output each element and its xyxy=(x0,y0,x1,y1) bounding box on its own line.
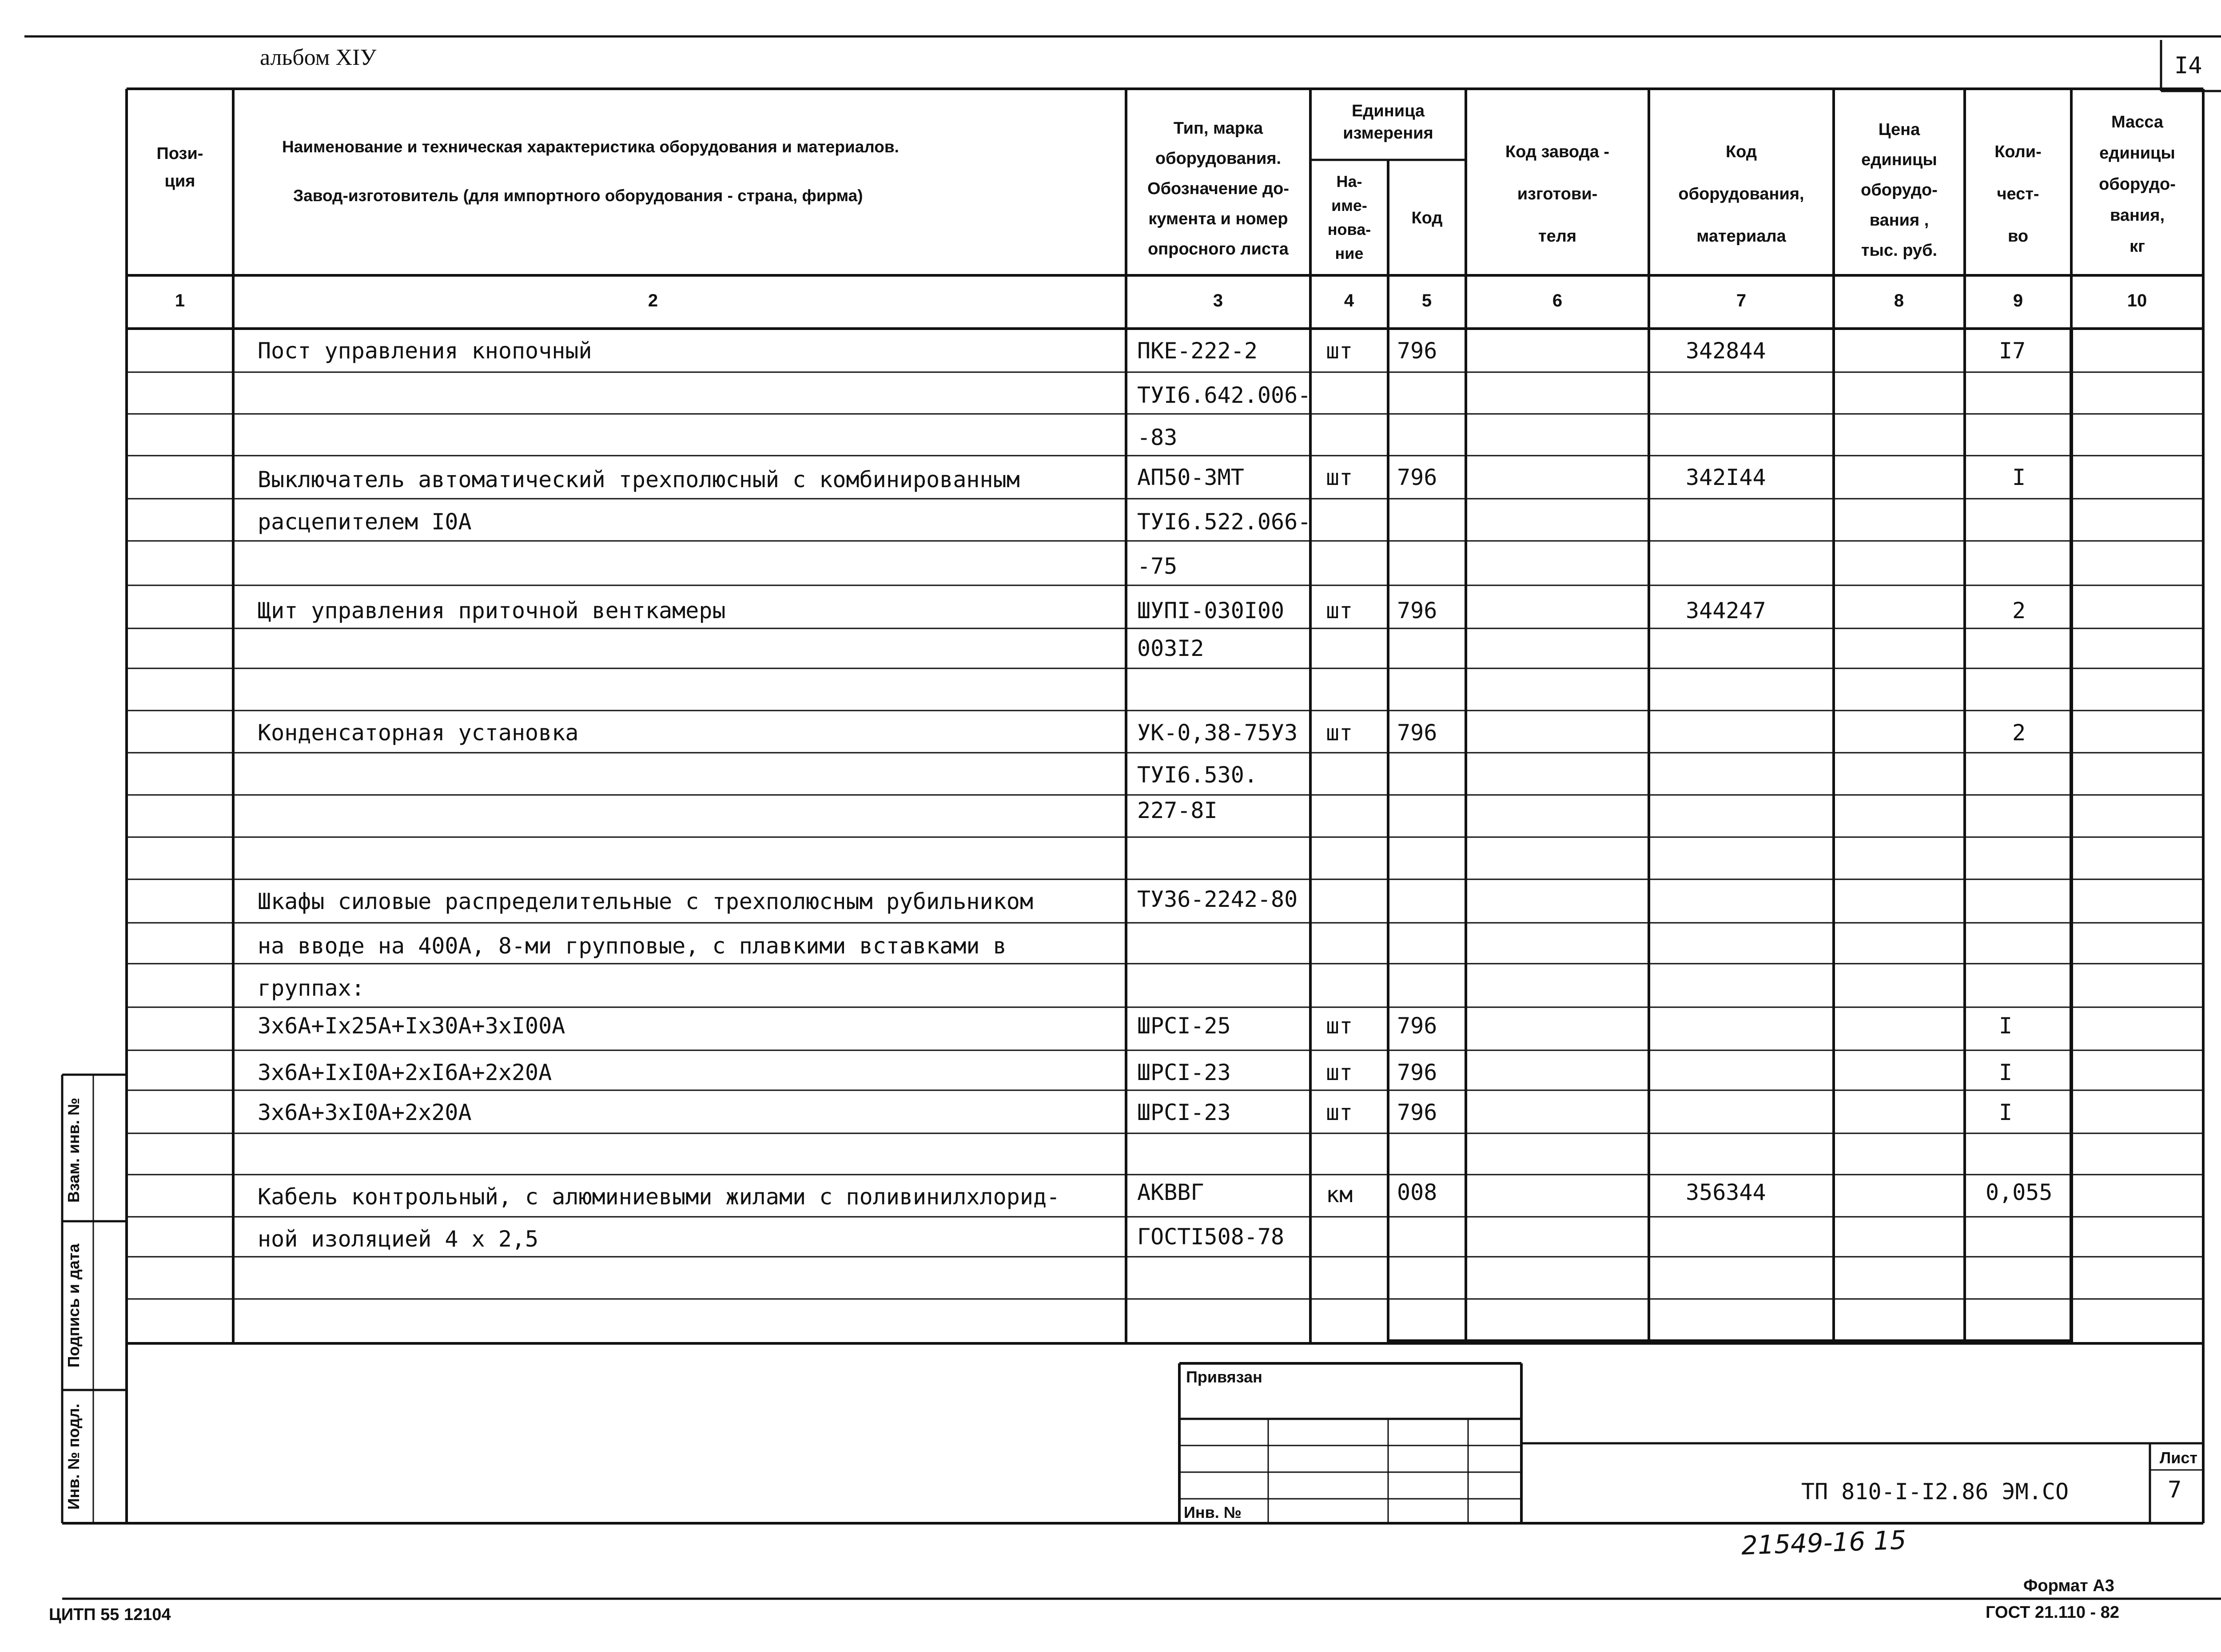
header-col10: Масса единицы оборудо- вания, кг xyxy=(2099,113,2176,256)
header-col2-line2: Завод-изготовитель (для импортного оборудования - страна, фирма) xyxy=(293,187,863,205)
item-unit: км xyxy=(1326,1182,1353,1207)
org-label: ЦИТП 55 12104 xyxy=(49,1605,171,1624)
item-name: ной изоляцией 4 х 2,5 xyxy=(258,1226,539,1252)
side-stamp-signature-date: Подпись и дата xyxy=(64,1243,83,1368)
page-corner-number: I4 xyxy=(2174,52,2202,79)
item-type: -83 xyxy=(1137,425,1178,450)
item-equip-code: 342I44 xyxy=(1686,465,1766,490)
item-type: ТУI6.522.066- xyxy=(1137,509,1311,535)
item-type: АКВВГ xyxy=(1137,1179,1204,1205)
colnum-8: 8 xyxy=(1894,291,1904,310)
gost-label: ГОСТ 21.110 - 82 xyxy=(1986,1603,2120,1622)
item-type: ПКЕ-222-2 xyxy=(1137,338,1258,364)
item-name: Шкафы силовые распределительные с трехполюсным рубильником xyxy=(258,889,1033,914)
header-col6: Код завода - изготови- теля xyxy=(1505,143,1610,246)
item-name: 3х6А+3хI0А+2х20А xyxy=(258,1100,472,1125)
item-qty: 2 xyxy=(2012,598,2026,623)
album-label: альбом XIУ xyxy=(260,45,377,70)
item-name: расцепителем I0А xyxy=(258,509,472,535)
handwritten-number: 21549-16 15 xyxy=(1740,1525,1907,1561)
item-qty: 0,055 xyxy=(1986,1179,2053,1205)
header-col3: Тип, марка оборудования. Обозначение до- кумента и номер опросного листа xyxy=(1147,119,1289,258)
item-qty: I xyxy=(2012,465,2026,490)
item-unit: шт xyxy=(1326,1013,1353,1039)
item-unit: шт xyxy=(1326,1100,1353,1125)
item-name: на вводе на 400А, 8-ми групповые, с плавкими вставками в xyxy=(258,933,1007,959)
item-unit-code: 796 xyxy=(1397,338,1437,364)
item-type: ШРСI-25 xyxy=(1137,1013,1231,1039)
item-unit-code: 796 xyxy=(1397,1013,1437,1039)
item-equip-code: 356344 xyxy=(1686,1179,1766,1205)
item-type: 003I2 xyxy=(1137,635,1204,661)
header-col8: Цена единицы оборудо- вания , тыс. руб. xyxy=(1861,120,1938,260)
colnum-7: 7 xyxy=(1736,291,1747,310)
item-unit-code: 796 xyxy=(1397,1100,1437,1125)
item-type: ШРСI-23 xyxy=(1137,1100,1231,1125)
header-col1: Пози- ция xyxy=(156,144,203,191)
header-col9: Коли- чест- во xyxy=(1994,143,2042,246)
stamp-list-label: Лист xyxy=(2160,1449,2198,1467)
header-unit-group: Единица измерения xyxy=(1343,102,1433,143)
item-name: 3х6А+IхI0А+2хI6А+2х20А xyxy=(258,1060,552,1085)
colnum-2: 2 xyxy=(648,291,658,310)
item-type: -75 xyxy=(1137,553,1178,579)
item-type: ТУI6.530. xyxy=(1137,762,1258,788)
format-label: Формат А3 xyxy=(2023,1577,2114,1595)
stamp-inv-no: Инв. № xyxy=(1184,1503,1242,1521)
item-type: ТУI6.642.006- xyxy=(1137,382,1311,408)
item-type: ШРСI-23 xyxy=(1137,1060,1231,1085)
header-col5: Код xyxy=(1411,209,1443,227)
colnum-6: 6 xyxy=(1552,291,1563,310)
header-col4: На- име- нова- ние xyxy=(1327,172,1371,262)
item-qty: I7 xyxy=(1999,338,2026,364)
item-name: 3х6А+Iх25А+Iх30А+3хI00А xyxy=(258,1013,565,1039)
item-unit-code: 796 xyxy=(1397,598,1437,623)
colnum-5: 5 xyxy=(1421,291,1432,310)
colnum-9: 9 xyxy=(2013,291,2023,310)
side-stamp-original-inv: Инв. № подл. xyxy=(64,1403,83,1510)
item-type: УК-0,38-75УЗ xyxy=(1137,720,1298,746)
stamp-privyazan: Привязан xyxy=(1186,1368,1262,1386)
item-type: ГОСТI508-78 xyxy=(1137,1224,1285,1250)
colnum-10: 10 xyxy=(2127,291,2147,310)
side-stamp-replacement: Взам. инв. № xyxy=(64,1097,83,1203)
item-unit-code: 796 xyxy=(1397,465,1437,490)
item-name: Конденсаторная установка xyxy=(258,720,579,746)
item-name: Выключатель автоматический трехполюсный с комбинированным xyxy=(258,467,1020,492)
header-col2-line1: Наименование и техническая характеристика оборудования и материалов. xyxy=(282,138,899,156)
item-unit: шт xyxy=(1326,465,1353,490)
item-equip-code: 342844 xyxy=(1686,338,1766,364)
stamp-list-number: 7 xyxy=(2168,1477,2182,1503)
colnum-4: 4 xyxy=(1344,291,1354,310)
item-name: группах: xyxy=(258,975,365,1001)
colnum-1: 1 xyxy=(175,291,185,310)
header-col7: Код оборудования, материала xyxy=(1678,143,1804,246)
item-unit: шт xyxy=(1326,598,1353,623)
item-unit-code: 008 xyxy=(1397,1179,1437,1205)
item-unit-code: 796 xyxy=(1397,720,1437,746)
stamp-doc-code: ТП 810-I-I2.86 ЭМ.СО xyxy=(1801,1479,2069,1505)
item-name: Кабель контрольный, с алюминиевыми жилами с поливинилхлорид- xyxy=(258,1184,1060,1210)
item-qty: 2 xyxy=(2012,720,2026,746)
item-unit: шт xyxy=(1326,338,1353,364)
item-unit: шт xyxy=(1326,1060,1353,1085)
item-qty: I xyxy=(1999,1060,2013,1085)
item-name: Пост управления кнопочный xyxy=(258,338,592,364)
item-type: 227-8I xyxy=(1137,798,1218,823)
item-name: Щит управления приточной венткамеры xyxy=(258,598,726,623)
item-qty: I xyxy=(1999,1100,2013,1125)
item-unit-code: 796 xyxy=(1397,1060,1437,1085)
item-unit: шт xyxy=(1326,720,1353,746)
item-type: АП50-3МТ xyxy=(1137,465,1244,490)
item-equip-code: 344247 xyxy=(1686,598,1766,623)
item-type: ШУПI-030I00 xyxy=(1137,598,1285,623)
item-type: ТУ36-2242-80 xyxy=(1137,886,1298,912)
item-qty: I xyxy=(1999,1013,2013,1039)
colnum-3: 3 xyxy=(1213,291,1223,310)
